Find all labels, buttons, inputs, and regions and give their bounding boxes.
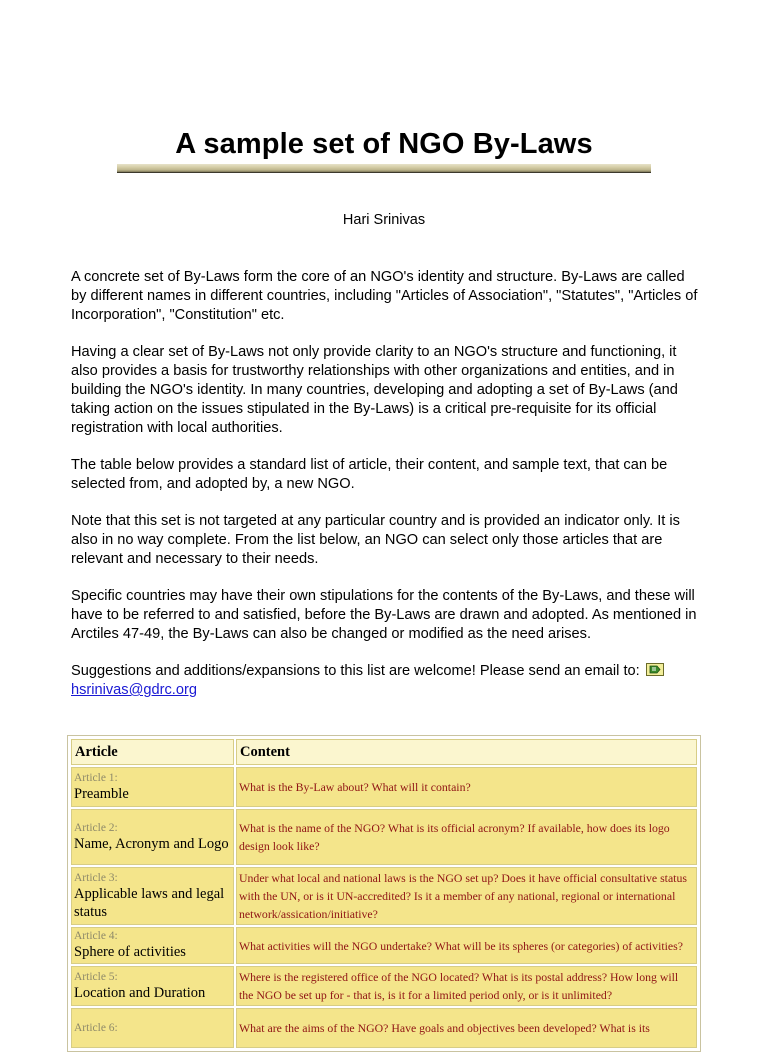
article-number: Article 1: [74, 771, 118, 784]
paragraph-clarity: Having a clear set of By-Laws not only provide clarity to an NGO's structure and functioning, it also provides a basis for trustworthy relationships with other organizations and entities, and in building the NGO's identity. In many countries, developing and adopting a set of By-Laws (and taking action on the issues stipulated in the By-Laws) is a critical pre-requisite for its official registration with local authorities. [71, 344, 678, 436]
content-cell [236, 927, 697, 964]
envelope-icon[interactable] [646, 663, 664, 676]
paragraph-table-intro: The table below provides a standard list of article, their content, and sample text, that can be selected from, and adopted by, a new NGO. [71, 457, 668, 492]
suggestion-text: Suggestions and additions/expansions to this list are welcome! Please send an email to: [71, 663, 640, 679]
article-name: Name, Acronym and Logo [74, 835, 229, 852]
article-cell [71, 809, 234, 865]
paragraph-note: Note that this set is not targeted at any particular country and is provided an indicator only. It is also in no way complete. From the list below, an NGO can select only those articles that are relevant and necessary to their needs. [71, 513, 680, 567]
content-cell [236, 867, 697, 925]
article-name: Preamble [74, 785, 129, 802]
article-content: Where is the registered office of the NGO located? What is its postal address? How long will the NGO be set up for - that is, is it for a limited period only, or is it unlimited? [239, 970, 679, 1002]
suggestion-line [71, 662, 703, 700]
article-cell [71, 1008, 234, 1048]
article-content: Under what local and national laws is the NGO set up? Does it have official consultative status with the UN, or is it UN-accredited? Is it a member of any national, regional or international network/assication/initiative? [239, 871, 687, 921]
article-cell [71, 867, 234, 925]
article-content: What is the By-Law about? What will it contain? [239, 780, 471, 794]
column-header-article: Article [71, 739, 234, 765]
table-row [71, 927, 697, 964]
article-number: Article 6: [74, 1021, 118, 1034]
content-cell [236, 966, 697, 1006]
table-row [71, 767, 697, 807]
column-header-content: Content [236, 739, 697, 765]
email-link[interactable]: hsrinivas@gdrc.org [71, 682, 197, 698]
document-title: A sample set of NGO By-Laws [175, 128, 593, 160]
table-header-row [71, 739, 697, 765]
article-number: Article 3: [74, 871, 118, 884]
article-content: What activities will the NGO undertake? What will be its spheres (or categories) of activities? [239, 938, 683, 953]
author-name: Hari Srinivas [342, 212, 426, 228]
bylaws-table [67, 735, 701, 1052]
table-row [71, 1008, 697, 1048]
paragraph-intro: A concrete set of By-Laws form the core of an NGO's identity and structure. By-Laws are called by different names in different countries, including "Articles of Association", "Statutes", "Articles of Incorporation", "Constitution" etc. [71, 269, 698, 323]
document-body [71, 268, 703, 718]
article-number: Article 5: [74, 970, 118, 983]
article-name: Applicable laws and legal status [74, 885, 225, 920]
article-name: Sphere of activities [74, 944, 186, 960]
table-row [71, 867, 697, 925]
article-cell [71, 966, 234, 1006]
content-cell [236, 809, 697, 865]
articles-table [69, 737, 699, 1050]
article-cell [71, 767, 234, 807]
article-content: What is the name of the NGO? What is its official acronym? If available, how does its logo design look like? [239, 821, 670, 853]
paragraph-countries: Specific countries may have their own stipulations for the contents of the By-Laws, and these will have to be referred to and satisfied, before the By-Laws are drawn and adopted. As mentioned in Arctiles 47-49, the By-Laws can also be changed or modified as the need arises. [71, 588, 697, 642]
article-number: Article 4: [74, 930, 118, 942]
content-cell [236, 1008, 697, 1048]
article-name: Location and Duration [74, 984, 206, 1001]
article-number: Article 2: [74, 821, 118, 834]
table-row [71, 966, 697, 1006]
table-row [71, 809, 697, 865]
content-cell [236, 767, 697, 807]
article-cell [71, 927, 234, 964]
article-content: What are the aims of the NGO? Have goals and objectives been developed? What is its [239, 1021, 650, 1035]
title-underline-rule [117, 164, 651, 173]
